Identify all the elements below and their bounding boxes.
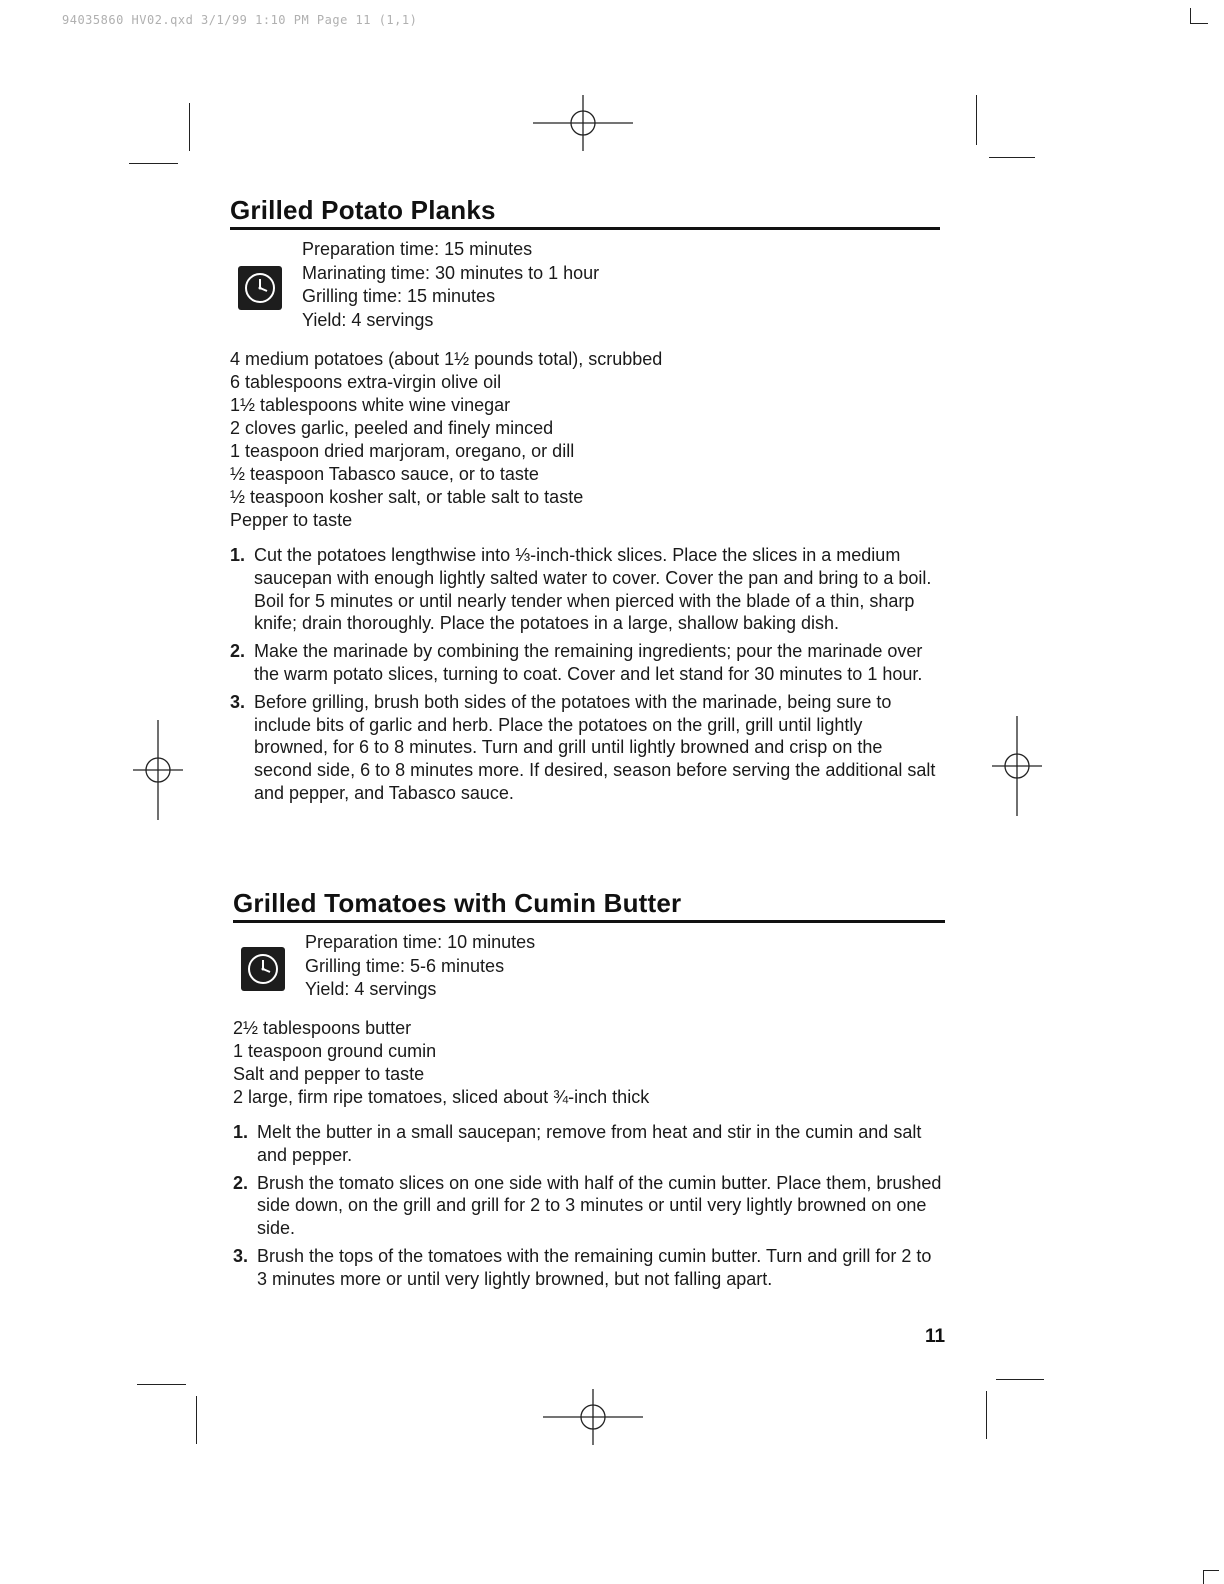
ingredient: 1 teaspoon ground cumin xyxy=(233,1041,437,1061)
crop-mark xyxy=(986,1391,987,1439)
ingredient: Pepper to taste xyxy=(230,510,353,530)
step-list xyxy=(233,1121,945,1291)
crop-mark xyxy=(1190,8,1191,23)
registration-mark-icon xyxy=(967,716,1067,816)
step-number: 2. xyxy=(233,1172,249,1193)
step-list xyxy=(230,544,940,805)
step-text: Brush the tomato slices on one side with half of the cumin butter. Place them, brushed side down, on the grill and grill for 2 to 3 minutes or until very lightly browned on one side. xyxy=(257,1172,942,1239)
ingredient-list xyxy=(230,348,940,532)
registration-mark-icon xyxy=(543,1367,643,1467)
recipe-meta xyxy=(233,931,945,1003)
clock-icon xyxy=(238,266,282,310)
step xyxy=(233,1245,945,1291)
crop-mark xyxy=(196,1396,197,1444)
prep-time: Preparation time: 15 minutes xyxy=(302,239,533,259)
step-number: 3. xyxy=(233,1245,249,1266)
crop-mark xyxy=(189,103,190,151)
step-text: Cut the potatoes lengthwise into ⅓-inch-thick slices. Place the slices in a medium saucepan with enough lightly salted water to cover. Cover the pan and bring to a boil. Boil for 5 minutes or until nearly tender when pierced with the blade of a thin, sharp knife; drain thoroughly. Place the potatoes in a large, shallow baking dish. xyxy=(254,545,932,634)
crop-mark xyxy=(1203,1570,1204,1584)
registration-mark-icon xyxy=(108,720,208,820)
step-number: 2. xyxy=(230,641,246,662)
title-rule xyxy=(233,920,945,923)
ingredient: 1 teaspoon dried marjoram, oregano, or dill xyxy=(230,441,575,461)
step xyxy=(230,691,940,805)
ingredient: 2½ tablespoons butter xyxy=(233,1018,412,1038)
grilling-time: Grilling time: 5-6 minutes xyxy=(305,955,505,976)
crop-mark xyxy=(137,1384,186,1385)
crop-mark xyxy=(1190,23,1208,24)
ingredient: 2 large, firm ripe tomatoes, sliced about ¾-inch thick xyxy=(233,1087,650,1107)
grilling-time: Grilling time: 15 minutes xyxy=(302,286,496,306)
recipe-title: Grilled Potato Planks xyxy=(230,195,496,225)
crop-mark xyxy=(996,1379,1044,1380)
step-text: Before grilling, brush both sides of the potatoes with the marinade, being sure to include bits of garlic and herb. Place the potatoes on the grill, grill until lightly browned, for 6 to 8 minutes. Turn and grill until lightly browned and crisp on the second side, 6 to 8 minutes more. If desired, season before serving the additional salt and pepper, and Tabasco sauce. xyxy=(254,691,936,803)
ingredient: 6 tablespoons extra-virgin olive oil xyxy=(230,372,502,392)
ingredient: Salt and pepper to taste xyxy=(233,1064,425,1084)
recipe-grilled-tomatoes xyxy=(233,888,945,1296)
prep-time: Preparation time: 10 minutes xyxy=(305,932,536,952)
step xyxy=(230,640,940,686)
recipe-title: Grilled Tomatoes with Cumin Butter xyxy=(233,888,682,918)
step-text: Make the marinade by combining the remaining ingredients; pour the marinade over the warm potato slices, turning to coat. Cover and let stand for 30 minutes to 1 hour. xyxy=(254,641,923,684)
registration-mark-icon xyxy=(533,73,633,173)
title-rule xyxy=(230,227,940,230)
marinating-time: Marinating time: 30 minutes to 1 hour xyxy=(302,262,600,283)
crop-mark xyxy=(976,95,977,145)
clock-icon xyxy=(241,947,285,991)
crop-mark xyxy=(129,163,178,164)
ingredient: ½ teaspoon Tabasco sauce, or to taste xyxy=(230,464,539,484)
yield: Yield: 4 servings xyxy=(305,979,437,999)
step xyxy=(233,1172,945,1240)
ingredient-list xyxy=(233,1017,945,1109)
crop-mark xyxy=(1203,1570,1219,1571)
step xyxy=(230,544,940,635)
step-text: Brush the tops of the tomatoes with the remaining cumin butter. Turn and grill for 2 to 3 minutes more or until very lightly browned, but not falling apart. xyxy=(257,1245,932,1289)
ingredient: 2 cloves garlic, peeled and finely minced xyxy=(230,418,554,438)
ingredient: ½ teaspoon kosher salt, or table salt to taste xyxy=(230,487,584,507)
step xyxy=(233,1121,945,1167)
recipe-meta xyxy=(230,238,940,334)
recipe-potato-planks xyxy=(230,195,940,810)
yield: Yield: 4 servings xyxy=(302,309,434,330)
step-text: Melt the butter in a small saucepan; remove from heat and stir in the cumin and salt and pepper. xyxy=(257,1122,922,1165)
step-number: 1. xyxy=(233,1122,249,1142)
ingredient: 4 medium potatoes (about 1½ pounds total), scrubbed xyxy=(230,349,663,369)
ingredient: 1½ tablespoons white wine vinegar xyxy=(230,395,511,415)
crop-mark xyxy=(989,157,1035,158)
printer-slug: 94035860 HV02.qxd 3/1/99 1:10 PM Page 11 (1,1) xyxy=(62,13,418,27)
step-number: 1. xyxy=(230,545,246,565)
step-number: 3. xyxy=(230,691,246,712)
page-number: 11 xyxy=(925,1326,946,1347)
